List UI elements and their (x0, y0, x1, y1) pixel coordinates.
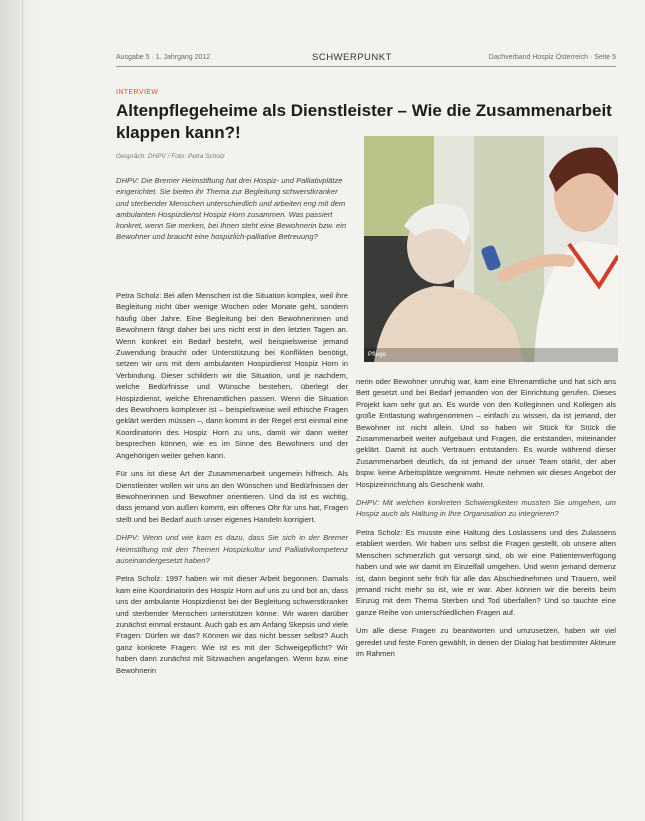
text-column-right (356, 376, 616, 666)
paragraph: Petra Scholz: Bei allen Menschen ist die Situation komplex, weil ihre Begleitung nicht über wenige Wochen oder Monate geht, sondern häufig über Jahre. Eine Begleitung bei den Bewohnerinnen und Bewohnern fängt daher bei uns nicht erst in den letzten Tagen an. Wenn konkret ein Bedarf besteht, weil beispielsweise jemand Zuwendung braucht oder Unterstützung bei Konflikten benötigt, setzen wir uns mit dem ambulanten Hospizdienst Hospiz Horn in Verbindung. Dieser schildern wir die Situation, und je nachdem, welche Bedürfnisse und Wünsche bestehen, überlegt der Hospizdienst, welche Ehrenamtlichen passen. Wenn die Situation des Bewohners komplexer ist – beispielsweise weil ethische Fragen geklärt werden müssen –, dann kommt in der Regel erst einmal eine Koordinatorin des Hospiz Horn zu uns, damit wir dann weiter besprechen können, wie es im Sinne des Bewohners und der Angehörigen weiter gehen kann. (116, 291, 348, 460)
header-issue: Ausgabe 5 · 1. Jahrgang 2012 (116, 54, 211, 61)
paragraph: Petra Scholz: Es musste eine Haltung des Loslassens und des Zulassens etabliert werden. Wir haben uns selbst die Fragen gestellt, ob unsere alten Menschen schmerzlich gut versorgt sind, ob wir eine Patientenverfügung haben und wie wir damit im Einzelfall umgehen. Und wenn jemand demenz ist, dann beginnt sehr früh für alle das Abschiednehmen und Trauern, weil jemand nicht mehr so ist, wie er war. Aber können wir die bereits beim Einzug mit dem Thema Sterben und Tod überfallen? Und so tauchte eine ganze Reihe von unterschiedlichen Fragen auf. (356, 527, 616, 617)
paragraph: Petra Scholz: 1997 haben wir mit dieser Arbeit begonnen. Damals kam eine Koordinatorin des Hospiz Horn auf uns zu und bot an, dass uns der ambulante Hospizdienst bei der Begleitung schwerstkranker und sterbender Menschen unterstützen könne. Wir waren darüber zunächst einmal erstaunt. Auch gab es am Anfang Skepsis und viele Fragen: Dürfen wir das? Können wir das nicht besser selbst? Auch ganz konkrete Fragen: Wie ist es mit der Schweigepflicht? Wir haben dann zunächst mit Sitzwachen angefangen. Wenn bzw. eine Bewohnerin (116, 574, 348, 675)
article-kicker: INTERVIEW (116, 89, 159, 96)
paragraph: Um alle diese Fragen zu beantworten und umzusetzen, haben wir viel geredet und feste Foren gewählt, in denen der Dialog hat bestimmter Akteure im Rahmen (356, 626, 616, 658)
article-byline: Gespräch: DHPV / Foto: Petra Scholz (116, 153, 225, 160)
text-column-left (116, 290, 348, 683)
article-headline: Altenpflegeheime als Dienstleister – Wie die Zusammenarbeit klappen kann?! (116, 101, 612, 142)
running-header (116, 52, 616, 66)
paragraph: Für uns ist diese Art der Zusammenarbeit ungemein hilfreich. Als Dienstleister wollen wir uns an den Wünschen und Bedürfnissen der Bewohnerinnen und Bewohner orientieren. Und da ist es wichtig, dass jemand von außen kommt, ein offenes Ohr für uns hat, Fragen stellt und bei Bedarf auch unser eigenes Handeln korrigiert. (116, 469, 348, 524)
paragraph: nerin oder Bewohner unruhig war, kam eine Ehrenamtliche und hat sich ans Bett gesetzt und bei Bedarf jemanden von der Einrichtung gerufen. Dieses Projekt kam sehr gut an. Es wurde von den Kolleginnen und Kollegen als große Entlastung wahrgenommen – einfach zu wissen, da ist jemand, der Bewohner ist nicht allein. Und so haben wir Stück für Stück die Zusammenarbeit weiter aufgebaut und Fragen, die entstanden, miteinander geklärt. Damit ist auch Vertrauen entstanden. Es wurde während dieser Zusammenarbeit deutlich, da ist jemand der unser Team stärkt, der aber bspw. keine Arbeitsplätze wegnimmt. Heute nehmen wir dieses Angebot der Hospizeinrichtung als Geschenk wahr. (356, 377, 616, 489)
article-lead: DHPV: Die Bremer Heimstiftung hat drei Hospiz- und Palliativplätze eingerichtet. Sie bieten ihr Thema zur Begleitung schwerstkranker und sterbender Menschen unterschiedlich und arbeiten eng mit dem ambulanten Hospizdienst Hospiz Horn zusammen. Was passiert konkret, wenn Sie merken, bei Ihnen steht eine Bewohnerin bzw. ein Bewohner und braucht eine hospizlich-palliative Betreuung? (116, 176, 347, 242)
header-rule (116, 66, 616, 67)
interview-question: DHPV: Wenn und wie kam es dazu, dass Sie sich in der Bremer Heimstiftung mit den Themen Hospizkultur und Palliativkompetenz auseinandergesetzt haben? (116, 533, 348, 565)
page-fold-line (22, 0, 23, 821)
article-photo (364, 136, 618, 362)
header-section: SCHWERPUNKT (312, 52, 392, 63)
header-publisher: Dachverband Hospiz Österreich · Seite 5 (488, 54, 616, 61)
interview-question: DHPV: Mit welchen konkreten Schwierigkeiten mussten Sie umgehen, um Hospiz auch als Haltung in Ihre Organisation zu integrieren? (356, 498, 616, 519)
page-gutter-shadow (0, 0, 40, 821)
photo-caption: Pflege (368, 352, 387, 358)
